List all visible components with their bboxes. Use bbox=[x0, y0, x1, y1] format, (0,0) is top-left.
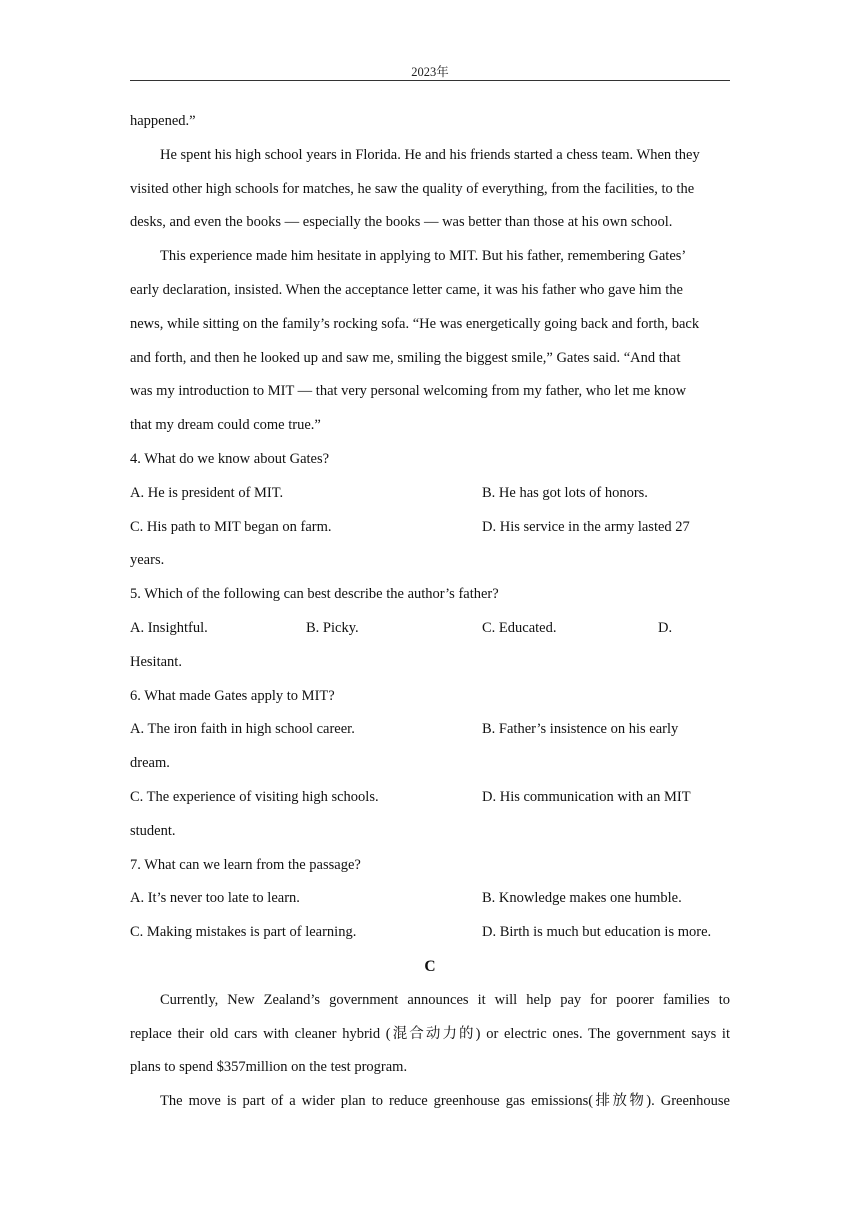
option-5d: D. bbox=[658, 619, 673, 636]
option-6b-continued: dream. bbox=[130, 755, 170, 772]
option-7b: B. Knowledge makes one humble. bbox=[482, 890, 682, 907]
option-6b: B. Father’s insistence on his early bbox=[482, 721, 679, 738]
header-rule bbox=[130, 80, 730, 81]
question-stem-4: 4. What do we know about Gates? bbox=[130, 450, 330, 467]
question-4-options-row-1 bbox=[130, 477, 730, 511]
paragraph-line: that my dream could come true.” bbox=[130, 417, 321, 434]
paragraph-line: early declaration, insisted. When the acceptance letter came, it was his father who gave him the bbox=[130, 281, 683, 298]
paragraph-line: He spent his high school years in Florida. He and his friends started a chess team. When they bbox=[160, 146, 700, 163]
paragraph-line: replace their old cars with cleaner hybrid (混合动力的) or electric ones. The government says it bbox=[130, 1025, 730, 1042]
paragraph-line: desks, and even the books — especially the books — was better than those at his own school. bbox=[130, 214, 673, 231]
option-4c: C. His path to MIT began on farm. bbox=[130, 518, 332, 535]
option-7d: D. Birth is much but education is more. bbox=[482, 924, 712, 941]
question-7-options-row-2 bbox=[130, 916, 730, 950]
question-5-options-row bbox=[130, 612, 730, 646]
paragraph-line: visited other high schools for matches, he saw the quality of everything, from the facilities, to the bbox=[130, 180, 695, 197]
option-4d-continued: years. bbox=[130, 552, 165, 569]
option-7a: A. It’s never too late to learn. bbox=[130, 890, 300, 907]
paragraph-line: Currently, New Zealand’s government announces it will help pay for poorer families to bbox=[160, 991, 730, 1008]
question-6-options-row-1 bbox=[130, 713, 730, 747]
option-6d: D. His communication with an MIT bbox=[482, 788, 691, 805]
question-stem-6: 6. What made Gates apply to MIT? bbox=[130, 687, 335, 704]
option-5a: A. Insightful. bbox=[130, 619, 208, 636]
paragraph-line: This experience made him hesitate in applying to MIT. But his father, remembering Gates’ bbox=[160, 248, 687, 265]
question-6-options-row-2 bbox=[130, 781, 730, 815]
page-header: 2023年 bbox=[411, 65, 449, 79]
paragraph-line: The move is part of a wider plan to reduce greenhouse gas emissions(排放物). Greenhouse bbox=[160, 1093, 730, 1110]
option-6c: C. The experience of visiting high schools. bbox=[130, 788, 379, 805]
question-stem-5: 5. Which of the following can best describe the author’s father? bbox=[130, 586, 499, 603]
option-5d-continued: Hesitant. bbox=[130, 653, 182, 670]
option-6d-continued: student. bbox=[130, 822, 176, 839]
question-stem-7: 7. What can we learn from the passage? bbox=[130, 856, 361, 873]
question-4-options-row-2 bbox=[130, 511, 730, 545]
section-title-c: C bbox=[424, 957, 436, 975]
paragraph-line: news, while sitting on the family’s rocking sofa. “He was energetically going back and forth, back bbox=[130, 315, 700, 332]
option-5b: B. Picky. bbox=[306, 619, 359, 636]
option-7c: C. Making mistakes is part of learning. bbox=[130, 924, 357, 941]
option-4a: A. He is president of MIT. bbox=[130, 484, 284, 501]
paragraph-line: was my introduction to MIT — that very personal welcoming from my father, who let me know bbox=[130, 383, 687, 400]
option-4d: D. His service in the army lasted 27 bbox=[482, 518, 690, 535]
option-5c: C. Educated. bbox=[482, 619, 557, 636]
option-6a: A. The iron faith in high school career. bbox=[130, 721, 355, 738]
paragraph-line: and forth, and then he looked up and saw me, smiling the biggest smile,” Gates said. “And that bbox=[130, 349, 681, 366]
paragraph-line: happened.” bbox=[130, 113, 196, 129]
document-body bbox=[130, 105, 730, 1119]
question-7-options-row-1 bbox=[130, 882, 730, 916]
paragraph-line: plans to spend $357million on the test program. bbox=[130, 1059, 408, 1076]
option-4b: B. He has got lots of honors. bbox=[482, 484, 648, 501]
